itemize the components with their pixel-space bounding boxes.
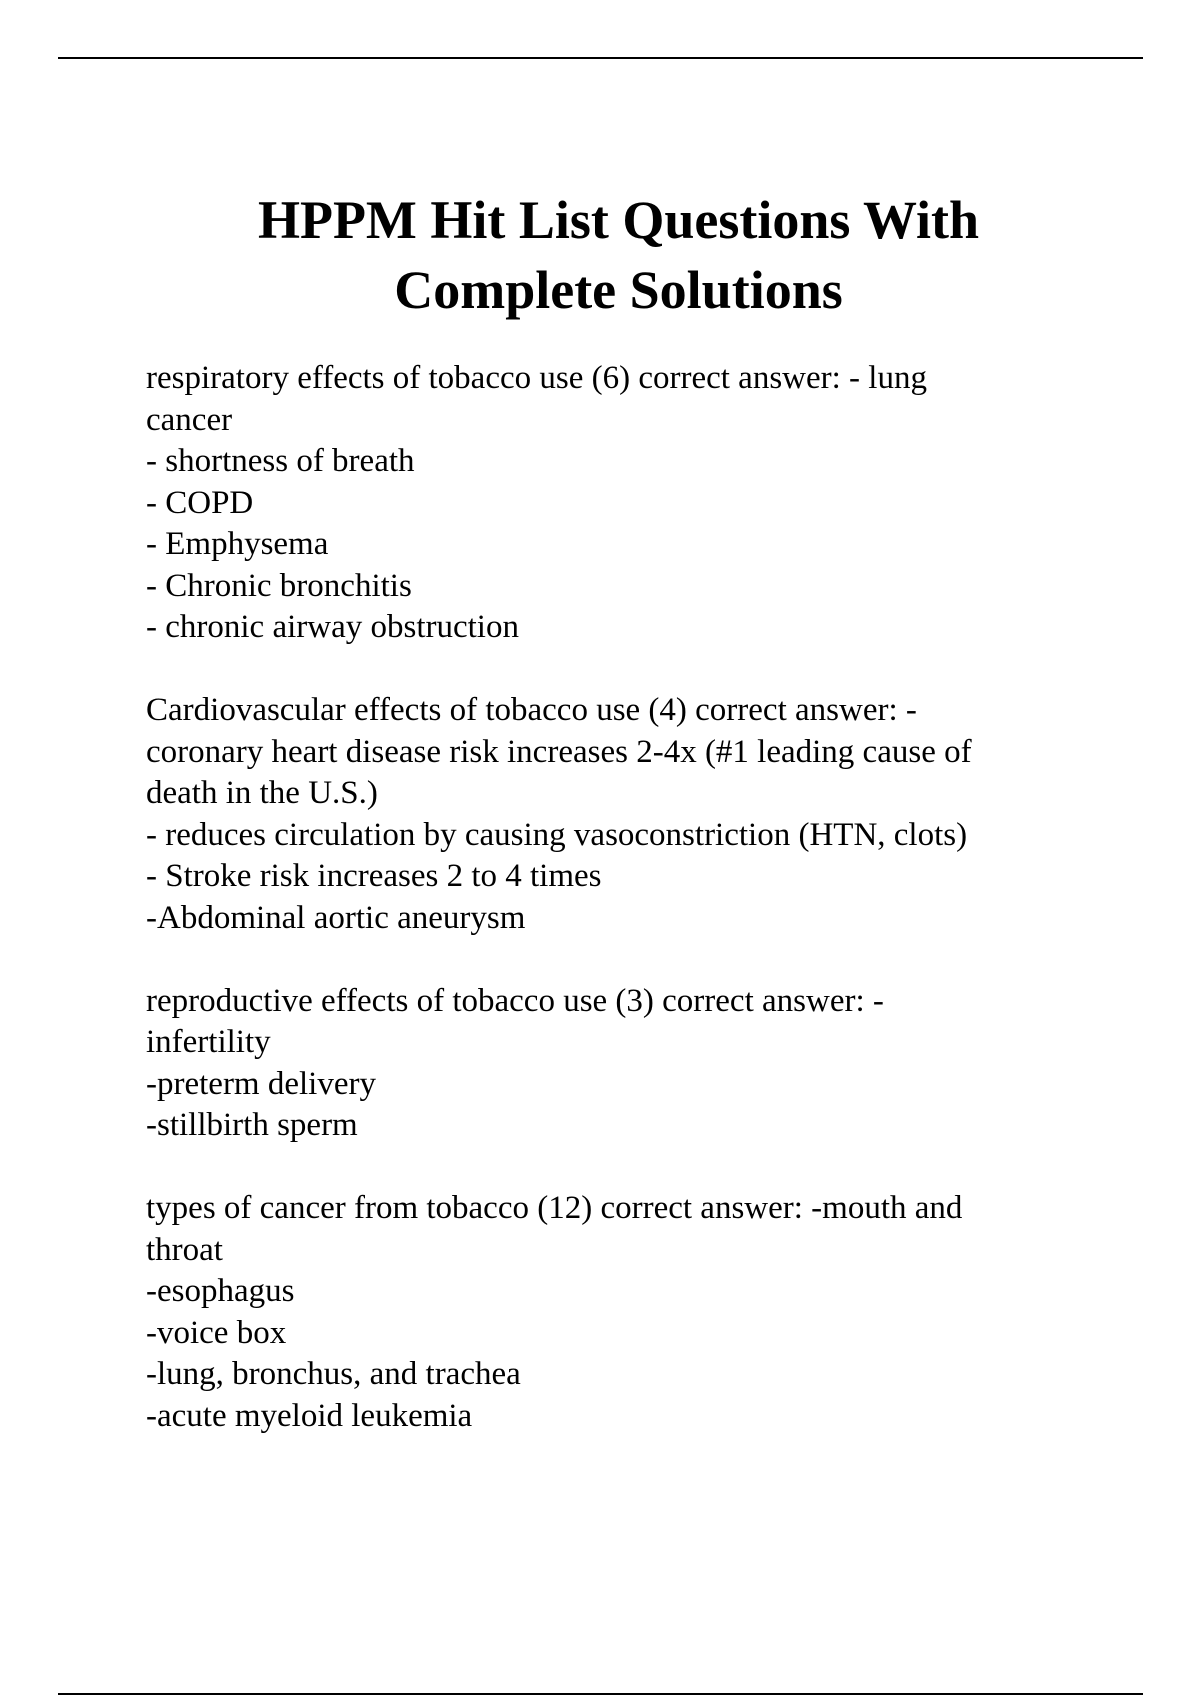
qa-respiratory — [146, 358, 1106, 649]
qa-line: coronary heart disease risk increases 2-4x (#1 leading cause of — [146, 733, 972, 770]
qa-line: - chronic airway obstruction — [146, 609, 519, 645]
qa-line: -esophagus — [146, 1273, 295, 1309]
document-title — [100, 185, 1137, 325]
qa-line: -stillbirth sperm — [146, 1107, 358, 1143]
qa-line: -Abdominal aortic aneurysm — [146, 899, 526, 936]
qa-line: -preterm delivery — [146, 1065, 376, 1102]
title-line-1: HPPM Hit List Questions With — [257, 190, 980, 250]
qa-reproductive — [146, 981, 1106, 1147]
qa-cardiovascular — [146, 690, 1106, 939]
qa-line: - Emphysema — [146, 526, 329, 562]
title-line-2: Complete Solutions — [394, 260, 843, 320]
qa-line: - Stroke risk increases 2 to 4 times — [146, 858, 602, 894]
qa-line: -voice box — [146, 1314, 287, 1351]
top-rule — [58, 57, 1143, 59]
qa-line: throat — [146, 1231, 223, 1268]
qa-line: respiratory effects of tobacco use (6) correct answer: - lung — [146, 360, 927, 396]
qa-line: - shortness of breath — [146, 443, 415, 479]
qa-line: reproductive effects of tobacco use (3) correct answer: - — [146, 982, 884, 1019]
qa-line: Cardiovascular effects of tobacco use (4) correct answer: - — [146, 692, 917, 728]
qa-line: - Chronic bronchitis — [146, 567, 412, 604]
qa-line: death in the U.S.) — [146, 775, 378, 811]
qa-line: -acute myeloid leukemia — [146, 1397, 473, 1434]
bottom-rule — [58, 1693, 1143, 1695]
qa-line: cancer — [146, 401, 233, 438]
qa-line: -lung, bronchus, and trachea — [146, 1356, 521, 1392]
qa-line: infertility — [146, 1024, 271, 1060]
qa-cancer-types — [146, 1188, 1106, 1437]
qa-line: - COPD — [146, 484, 254, 521]
document-body — [146, 358, 1106, 1479]
qa-line: types of cancer from tobacco (12) correct answer: -mouth and — [146, 1190, 963, 1226]
qa-line: - reduces circulation by causing vasoconstriction (HTN, clots) — [146, 816, 968, 853]
